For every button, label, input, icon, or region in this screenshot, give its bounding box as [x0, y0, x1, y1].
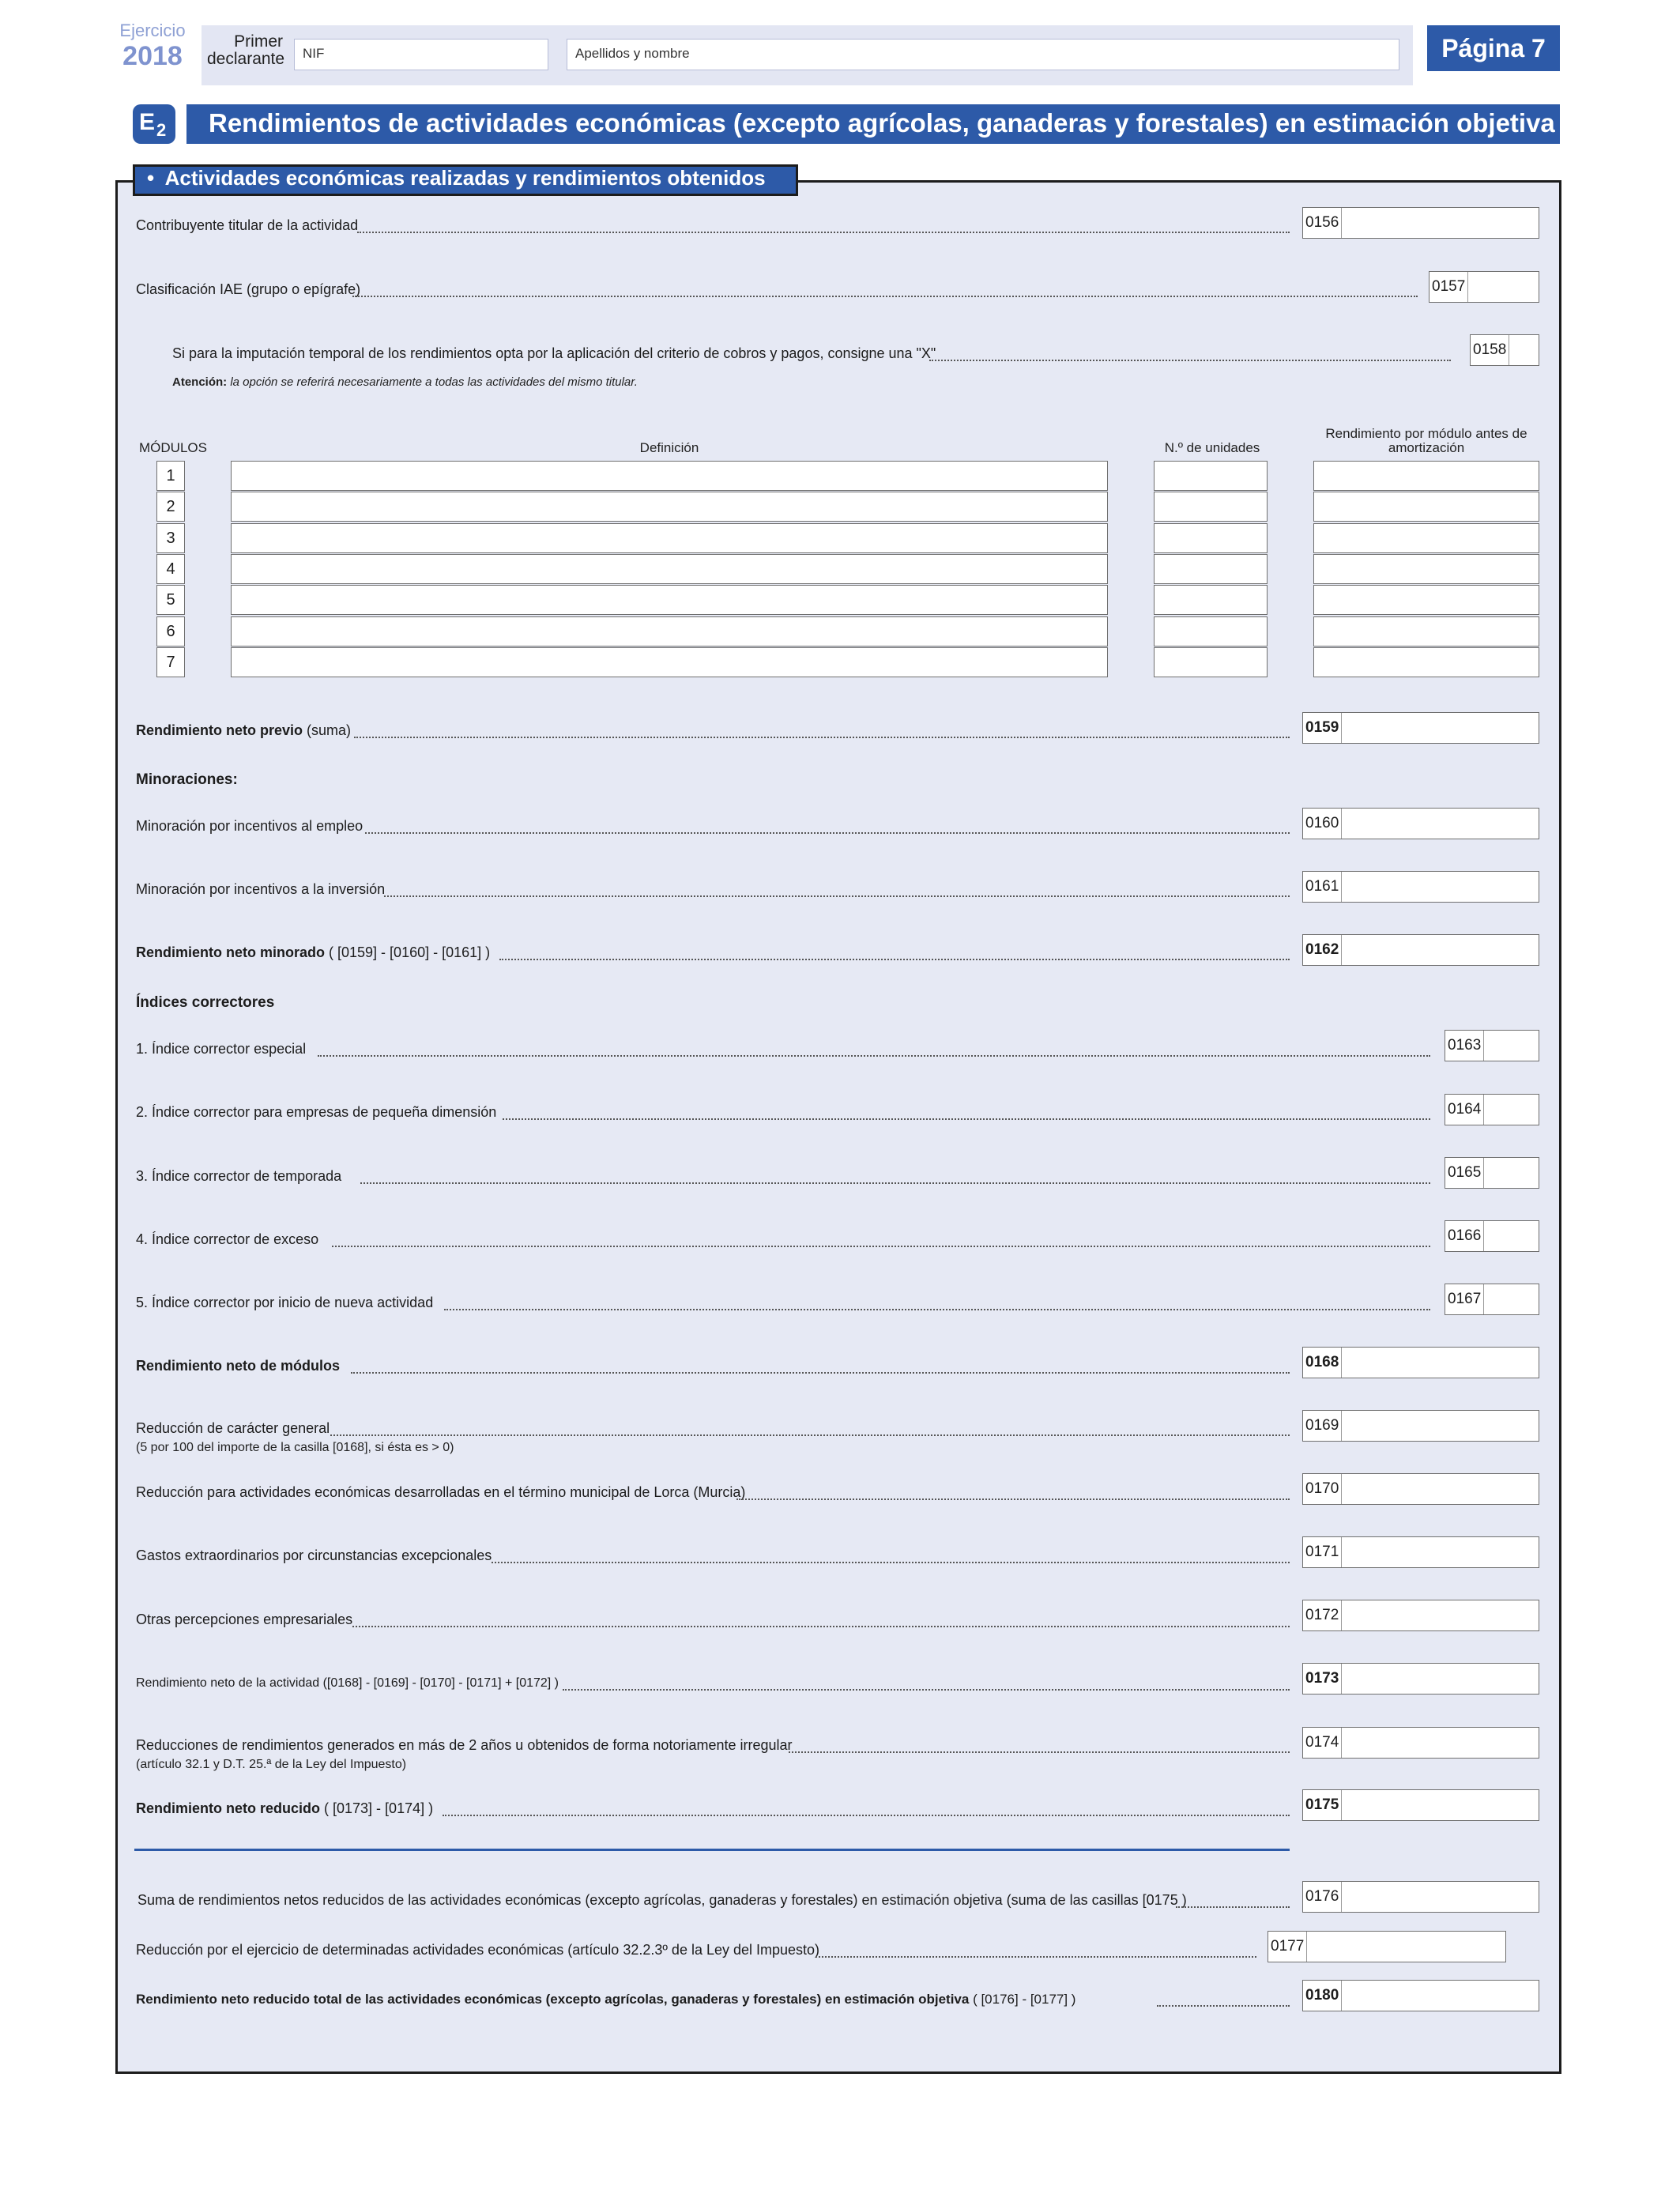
subsection-title: • Actividades económicas realizadas y rendimientos obtenidos: [147, 166, 766, 190]
box-0168[interactable]: 0168: [1302, 1347, 1539, 1378]
leader-dots: [816, 1956, 1256, 1958]
module-unidades-field[interactable]: [1154, 523, 1268, 553]
module-number: 5: [156, 585, 185, 615]
box-0161[interactable]: 0161: [1302, 871, 1539, 903]
module-unidades-field[interactable]: [1154, 616, 1268, 647]
module-definicion-field[interactable]: [231, 616, 1108, 647]
box-0163[interactable]: 0163: [1445, 1030, 1539, 1061]
leader-dots: [789, 1751, 1290, 1753]
box-0177[interactable]: 0177: [1268, 1931, 1506, 1962]
section-badge: [133, 104, 175, 144]
leader-dots: [360, 1182, 1430, 1184]
declarante-label: Primer declarante: [207, 32, 285, 68]
leader-dots: [563, 1689, 1290, 1691]
module-unidades-field[interactable]: [1154, 461, 1268, 491]
leader-dots: [332, 1246, 1430, 1247]
col-rendimiento: Rendimiento por módulo antes de amortización: [1325, 426, 1527, 455]
leader-dots: [1176, 1906, 1290, 1908]
module-number: 2: [156, 492, 185, 522]
note-0174: (artículo 32.1 y D.T. 25.ª de la Ley del Impuesto): [136, 1758, 407, 1771]
box-0171[interactable]: 0171: [1302, 1536, 1539, 1568]
module-rendimiento-field[interactable]: [1313, 492, 1539, 522]
module-number: 1: [156, 461, 185, 491]
label-0180: Rendimiento neto reducido total de las actividades económicas (excepto agrícolas, ganaderas y forestales) en estimación objetiva ( [0176] - [0177] ): [136, 1992, 1076, 2007]
label-0169: Reducción de carácter general: [136, 1420, 330, 1436]
label-0159: Rendimiento neto previo (suma): [136, 722, 352, 738]
box-0159[interactable]: 0159: [1302, 712, 1539, 744]
apellidos-label: Apellidos y nombre: [575, 46, 690, 61]
leader-dots: [443, 1815, 1290, 1816]
heading-minoraciones: Minoraciones:: [136, 771, 238, 788]
box-0162[interactable]: 0162: [1302, 934, 1539, 966]
module-rendimiento-field[interactable]: [1313, 554, 1539, 584]
box-0158[interactable]: 0158: [1470, 334, 1539, 366]
module-rendimiento-field[interactable]: [1313, 523, 1539, 553]
note-0169: (5 por 100 del importe de la casilla [0168], si ésta es > 0): [136, 1441, 454, 1454]
label-0164: 2. Índice corrector para empresas de pequeña dimensión: [136, 1104, 497, 1120]
module-unidades-field[interactable]: [1154, 647, 1268, 677]
label-0160: Minoración por incentivos al empleo: [136, 818, 363, 834]
section-badge-number: 2: [156, 120, 167, 140]
module-rendimiento-field[interactable]: [1313, 616, 1539, 647]
leader-dots: [318, 1055, 1430, 1057]
label-0175: Rendimiento neto reducido ( [0173] - [0174] ): [136, 1800, 434, 1816]
box-0167[interactable]: 0167: [1445, 1284, 1539, 1315]
label-0170: Reducción para actividades económicas desarrolladas en el término municipal de Lorca (Murcia): [136, 1484, 746, 1500]
leader-dots: [354, 737, 1290, 738]
leader-dots: [330, 1434, 1290, 1436]
leader-dots: [352, 1626, 1290, 1627]
label-0171: Gastos extraordinarios por circunstancias excepcionales: [136, 1547, 492, 1563]
apellidos-field[interactable]: [567, 39, 1399, 70]
col-modulos: MÓDULOS: [139, 440, 207, 455]
leader-dots: [351, 1372, 1290, 1374]
box-0164[interactable]: 0164: [1445, 1094, 1539, 1125]
box-0169[interactable]: 0169: [1302, 1410, 1539, 1442]
label-0163: 1. Índice corrector especial: [136, 1041, 307, 1057]
label-0167: 5. Índice corrector por inicio de nueva actividad: [136, 1295, 434, 1310]
leader-dots: [365, 832, 1290, 834]
label-0177: Reducción por el ejercicio de determinadas actividades económicas (artículo 32.2.3º de la Ley del Impuesto): [136, 1942, 820, 1958]
heading-indices: Índices correctores: [136, 994, 275, 1011]
leader-dots: [357, 232, 1290, 233]
box-0175[interactable]: 0175: [1302, 1789, 1539, 1821]
label-0166: 4. Índice corrector de exceso: [136, 1231, 319, 1247]
label-0156: Contribuyente titular de la actividad: [136, 217, 359, 233]
leader-dots: [492, 1562, 1290, 1563]
label-0161: Minoración por incentivos a la inversión: [136, 881, 386, 897]
module-number: 6: [156, 616, 185, 647]
leader-dots: [444, 1309, 1430, 1310]
box-0156[interactable]: 0156: [1302, 207, 1539, 239]
leader-dots: [384, 895, 1290, 897]
module-rendimiento-field[interactable]: [1313, 461, 1539, 491]
label-0162: Rendimiento neto minorado ( [0159] - [0160] - [0161] ): [136, 944, 491, 960]
box-0160[interactable]: 0160: [1302, 808, 1539, 839]
leader-dots: [352, 296, 1418, 297]
ejercicio-label: Ejercicio: [119, 21, 186, 40]
module-number: 3: [156, 523, 185, 553]
section-title: Rendimientos de actividades económicas (excepto agrícolas, ganaderas y forestales) en estimación objetiva: [209, 108, 1555, 138]
module-definicion-field[interactable]: [231, 647, 1108, 677]
module-unidades-field[interactable]: [1154, 585, 1268, 615]
box-0165[interactable]: 0165: [1445, 1157, 1539, 1189]
leader-dots: [499, 959, 1290, 960]
label-0172: Otras percepciones empresariales: [136, 1612, 353, 1627]
leader-dots: [929, 360, 1451, 361]
box-0170[interactable]: 0170: [1302, 1473, 1539, 1505]
page-number-badge: Página 7: [1427, 25, 1560, 71]
module-definicion-field[interactable]: [231, 523, 1108, 553]
box-0176[interactable]: 0176: [1302, 1881, 1539, 1913]
module-number: 7: [156, 647, 185, 677]
box-0172[interactable]: 0172: [1302, 1600, 1539, 1631]
module-definicion-field[interactable]: [231, 461, 1108, 491]
leader-dots: [1157, 2005, 1290, 2007]
box-0180[interactable]: 0180: [1302, 1980, 1539, 2011]
ejercicio-year: 2018: [122, 41, 183, 71]
module-definicion-field[interactable]: [231, 492, 1108, 522]
box-0173[interactable]: 0173: [1302, 1663, 1539, 1695]
label-0158: Si para la imputación temporal de los rendimientos opta por la aplicación del criterio de cobros y pagos, consigne una "X": [172, 345, 936, 361]
module-rendimiento-field[interactable]: [1313, 585, 1539, 615]
module-number: 4: [156, 554, 185, 584]
leader-dots: [503, 1118, 1430, 1120]
col-unidades: N.º de unidades: [1164, 440, 1260, 455]
nif-field[interactable]: [294, 39, 548, 70]
section-badge-letter: E: [139, 109, 156, 135]
box-0166[interactable]: 0166: [1445, 1220, 1539, 1252]
label-0173: Rendimiento neto de la actividad ([0168] - [0169] - [0170] - [0171] + [0172] ): [136, 1676, 559, 1690]
note-0158: Atención: la opción se referirá necesariamente a todas las actividades del mismo titular.: [172, 375, 638, 389]
label-0168: Rendimiento neto de módulos: [136, 1358, 341, 1374]
label-0157: Clasificación IAE (grupo o epígrafe): [136, 281, 361, 297]
nif-label: NIF: [303, 46, 325, 61]
section-separator: [134, 1849, 1290, 1851]
label-0176: Suma de rendimientos netos reducidos de las actividades económicas (excepto agrícolas, ganaderas y forestales) en estimación objetiva (suma de las casillas [0175 ): [137, 1892, 1187, 1908]
col-definicion: Definición: [639, 440, 699, 455]
box-0157[interactable]: 0157: [1429, 271, 1539, 303]
module-definicion-field[interactable]: [231, 585, 1108, 615]
label-0165: 3. Índice corrector de temporada: [136, 1168, 342, 1184]
module-definicion-field[interactable]: [231, 554, 1108, 584]
label-0174: Reducciones de rendimientos generados en más de 2 años u obtenidos de forma notoriamente irregular: [136, 1737, 793, 1753]
box-0174[interactable]: 0174: [1302, 1727, 1539, 1759]
module-rendimiento-field[interactable]: [1313, 647, 1539, 677]
module-unidades-field[interactable]: [1154, 554, 1268, 584]
module-unidades-field[interactable]: [1154, 492, 1268, 522]
leader-dots: [736, 1498, 1290, 1500]
